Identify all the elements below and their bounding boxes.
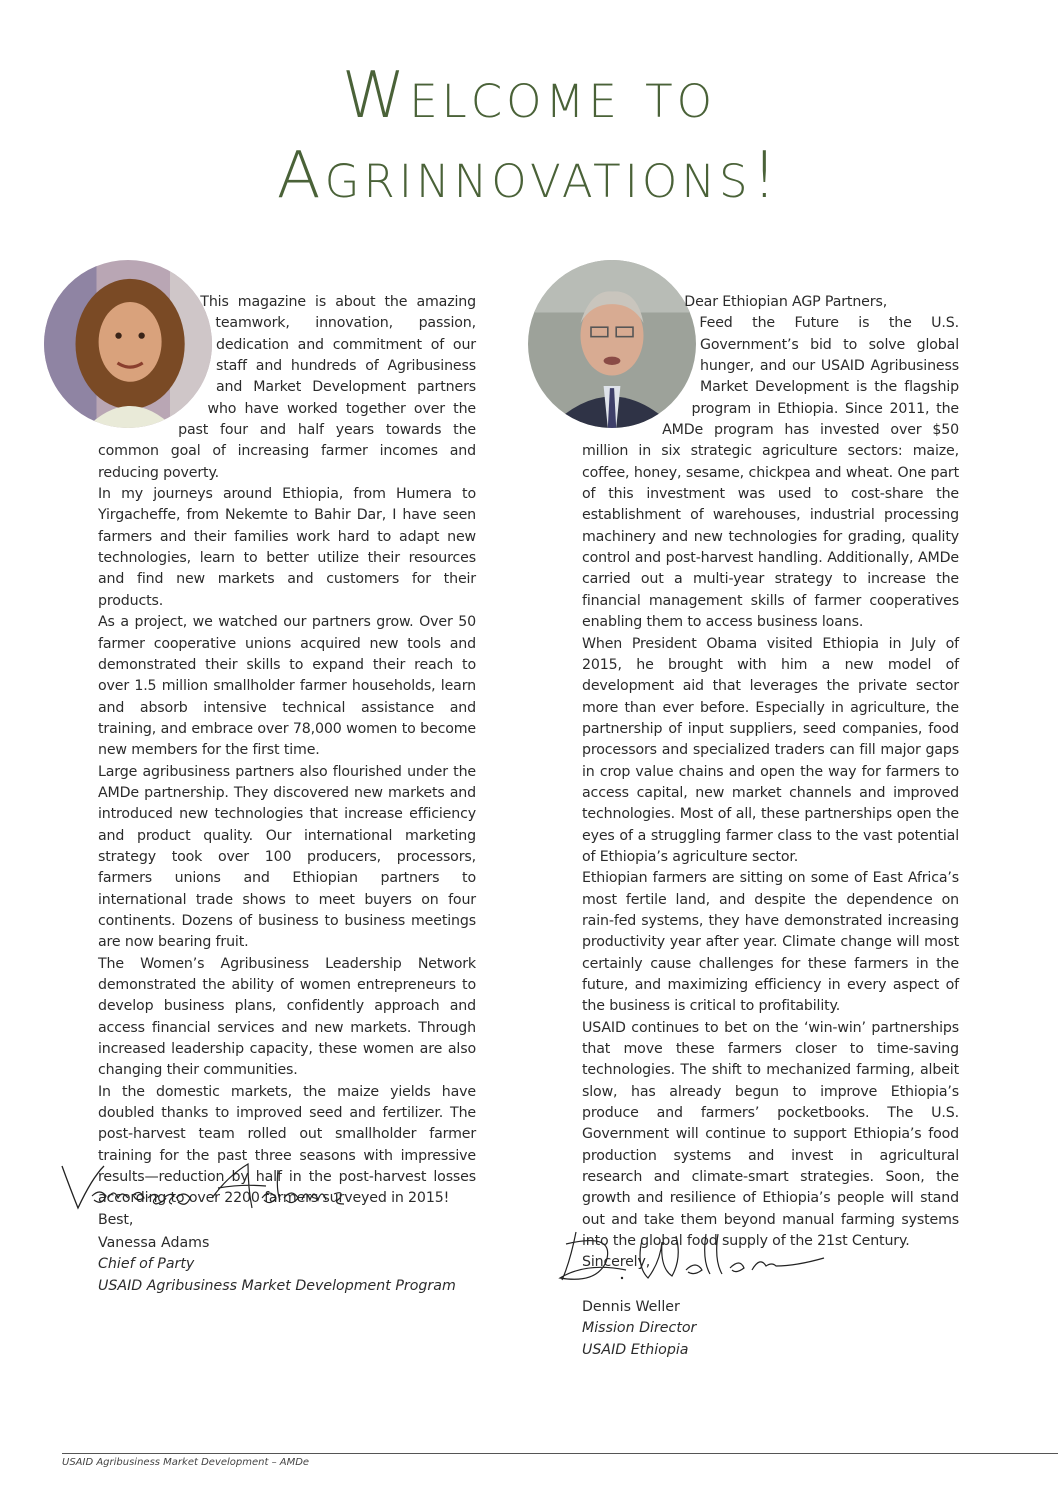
left-signatory-name: Vanessa Adams <box>98 1235 210 1251</box>
left-closing: Best, <box>98 1211 134 1228</box>
page-title-line-2: Agrinnovations! <box>276 139 782 213</box>
page-title <box>0 56 1058 216</box>
right-paragraph-3: When President Obama visited Ethiopia in July of 2015, he brought with him a new model of development aid that leverages the private sector more than ever before. Especially in agriculture, the partnership of input suppliers, seed companies, food processors and specialized traders can fill major gaps in crop value chains and open the way for farmers to access capital, new market channels and improved technologies. Most of all, these partnerships open the eyes of a struggling farmer class to the vast potential of Ethiopia’s agriculture sector. <box>582 635 959 865</box>
right-paragraph-4: Ethiopian farmers are sitting on some of East Africa’s most fertile land, and despite the dependence on rain-fed systems, they have demonstrated increasing productivity year after year. Climate change will most certainly cause challenges for these farmers in the future, and maximizing efficiency in every aspect of the business is critical to profitability. <box>582 870 959 1015</box>
left-signatory-title: Chief of Party <box>98 1256 195 1273</box>
dennis-weller-portrait <box>528 260 696 428</box>
left-paragraph-2: In my journeys around Ethiopia, from Humera to Yirgacheffe, from Nekemte to Bahir Dar, I have seen farmers and their families work hard to adapt new technologies, learn to better utilize their resources and find new markets and customers for their products. <box>98 486 476 609</box>
right-closing: Sincerely, <box>582 1254 651 1271</box>
left-paragraph-1: This magazine is about the amazing teamwork, innovation, passion, dedication and commitment of our staff and hundreds of Agribusiness and Market Development partners who have worked together over the past four and half years towards the common goal of increasing farmer incomes and reducing poverty. <box>98 294 476 481</box>
left-paragraph-3: As a project, we watched our partners grow. Over 50 farmer cooperative unions acquired new tools and demonstrated their skills to expand their reach to over 1.5 million smallholder farmer households, learn and absorb intensive technical assistance and training, and embrace over 78,000 women to become new members for the first time. <box>98 614 476 759</box>
right-signature-block <box>582 1297 696 1361</box>
vanessa-adams-portrait <box>44 260 212 428</box>
right-paragraph-5: USAID continues to bet on the ‘win-win’ partnerships that move these farmers closer to time-saving technologies. The shift to mechanized farming, albeit slow, has already begun to improve Ethiopia’s produce and farmers’ pocketbooks. The U.S. Government will continue to support Ethiopia’s food production systems and invest in agricultural research and climate-smart strategies. Soon, the growth and resilience of Ethiopia’s people will stand out and take them beyond manual farming systems into the global food supply of the 21st Century. <box>582 1019 959 1250</box>
right-signatory-title: Mission Director <box>582 1320 697 1337</box>
left-signatory-org: USAID Agribusiness Market Development Program <box>98 1277 456 1294</box>
vanessa-adams-signature <box>52 1158 372 1218</box>
page-title-line-1: Welcome to <box>341 59 717 133</box>
left-letter <box>98 292 476 1231</box>
right-paragraph-1: Dear Ethiopian AGP Partners, <box>684 294 888 310</box>
left-paragraph-4: Large agribusiness partners also flourished under the AMDe partnership. They discovered new markets and introduced new technologies that increase efficiency and product quality. Our international marketing strategy took over 100 producers, processors, farmers unions and Ethiopian partners to international trade shows to meet buyers on four continents. Dozens of business to business meetings are now bearing fruit. <box>98 763 476 951</box>
right-signatory-org: USAID Ethiopia <box>582 1341 689 1358</box>
left-paragraph-5: The Women’s Agribusiness Leadership Network demonstrated the ability of women entrepreneurs to develop business plans, confidently approach and access financial services and new markets. Through increased leadership capacity, these women are also changing their communities. <box>98 955 476 1079</box>
page-footer: USAID Agribusiness Market Development – AMDe <box>62 1457 310 1468</box>
dennis-weller-signature <box>556 1222 836 1292</box>
footer-divider <box>62 1453 1058 1454</box>
right-paragraph-2: Feed the Future is the U.S. Government’s bid to solve global hunger, and our USAID Agribusiness Market Development is the flagship program in Ethiopia. Since 2011, the AMDe program has invested over $50 million in six strategic agriculture sectors: maize, coffee, honey, sesame, chickpea and wheat. One part of this investment was used to cost-share the establishment of warehouses, industrial processing machinery and new technologies for grading, quality control and post-harvest handling. Additionally, AMDe carried out a multi-year strategy to increase the financial management skills of farmer cooperatives enabling them to access business loans. <box>582 315 959 631</box>
portrait-man-image <box>528 260 696 428</box>
left-signature-block <box>98 1233 456 1297</box>
right-signatory-name: Dennis Weller <box>582 1299 680 1315</box>
left-paragraph-6: In the domestic markets, the maize yields have doubled thanks to improved seed and fertilizer. The post-harvest team rolled out smallholder farmer training for the past three seasons with impressive results—reduction by half in the post-harvest losses according to over 2200 farmers surveyed in 2015! <box>98 1083 476 1207</box>
portrait-woman-image <box>44 260 212 428</box>
right-letter <box>582 292 959 1274</box>
